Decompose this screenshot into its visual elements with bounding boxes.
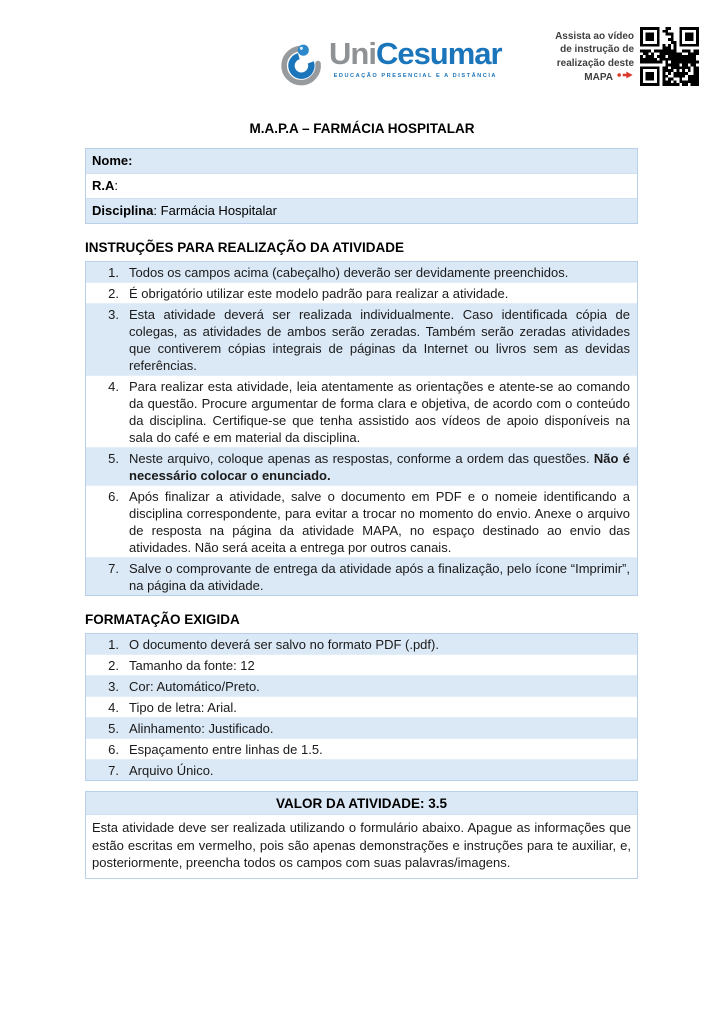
- item-number: 4.: [108, 699, 119, 715]
- student-row-ra: [86, 173, 637, 198]
- item-number: 6.: [108, 488, 119, 504]
- field-label-nome: Nome:: [92, 153, 133, 168]
- formatting-item-2: [86, 654, 637, 675]
- item-number: 6.: [108, 741, 119, 757]
- item-number: 2.: [108, 285, 119, 301]
- item-text-part: É obrigatório utilizar este modelo padrão para realizar a atividade.: [129, 285, 509, 301]
- student-row-nome: [86, 149, 637, 173]
- item-text: Alinhamento: Justificado.: [129, 720, 274, 736]
- item-text-part: Salve o comprovante de entrega da atividade após a finalização, pelo ícone “Imprimir”, na página da atividade.: [129, 560, 630, 593]
- item-text: [129, 306, 637, 374]
- brand-uni: Uni: [329, 36, 376, 71]
- formatting-table: [85, 633, 638, 781]
- item-number: 1.: [108, 264, 119, 280]
- item-text: [129, 378, 637, 446]
- item-text-part: Após finalizar a atividade, salve o documento em PDF e o nomeie identificando a disciplina correspondente, para evitar a trocar no momento do envio. Anexe o arquivo de resposta na página da atividade MAPA, no espaço destinado ao envio das atividades. Não será aceita a entrega por outros canais.: [129, 488, 630, 555]
- item-text-part: Todos os campos acima (cabeçalho) deverão ser devidamente preenchidos.: [129, 264, 569, 280]
- video-note-mapa-line: [516, 70, 634, 84]
- activity-value-body: Esta atividade deve ser realizada utilizando o formulário abaixo. Apague as informações que estão escritas em vermelho, pois são apenas demonstrações e instruções para te auxiliar, e, posteriormente, preencha todos os campos com suas palavras/imagens.: [86, 814, 637, 878]
- unicesumar-logo-icon: [278, 36, 324, 97]
- item-number: 3.: [108, 306, 119, 322]
- unicesumar-logo: [278, 36, 502, 97]
- formatting-item-7: [86, 759, 637, 780]
- item-text: Tipo de letra: Arial.: [129, 699, 237, 715]
- student-info-table: [85, 148, 638, 224]
- formatting-heading: FORMATAÇÃO EXIGIDA: [85, 612, 240, 627]
- field-label-ra: R.A: [92, 178, 115, 193]
- student-row-disciplina: [86, 198, 637, 223]
- brand-name: [329, 36, 502, 72]
- item-text: O documento deverá ser salvo no formato PDF (.pdf).: [129, 636, 439, 652]
- video-instruction-note: [516, 30, 634, 85]
- item-number: 1.: [108, 636, 119, 652]
- video-note-line: realização deste: [556, 57, 634, 69]
- field-value-disciplina: : Farmácia Hospitalar: [153, 203, 277, 218]
- item-number: 2.: [108, 657, 119, 673]
- item-number: 7.: [108, 560, 119, 576]
- item-text-part: Esta atividade deverá ser realizada individualmente. Caso identificada cópia de colegas, as atividades de ambos serão zeradas. Também serão zeradas atividades que contiverem cópias integrais de páginas da Internet ou livros sem as devidas referências.: [129, 306, 630, 373]
- unicesumar-logo-text: [329, 36, 502, 79]
- item-text: [129, 488, 637, 556]
- instructions-heading: INSTRUÇÕES PARA REALIZAÇÃO DA ATIVIDADE: [85, 240, 405, 255]
- instructions-table: [85, 261, 638, 596]
- item-text: [129, 560, 637, 594]
- item-text: [129, 450, 637, 484]
- item-number: 5.: [108, 720, 119, 736]
- formatting-item-5: [86, 717, 637, 738]
- instruction-item-1: [86, 262, 637, 282]
- video-note-line: Assista ao vídeo: [555, 31, 634, 42]
- item-text-part: Para realizar esta atividade, leia atentamente as orientações e atente-se ao comando da questão. Procure argumentar de forma clara e objetiva, de acordo com o conteúdo da disciplina. Certifique-se que tenha assistido aos vídeos de apoio disponíveis na sala do café e em material da disciplina.: [129, 378, 630, 445]
- qr-code: [640, 27, 699, 86]
- item-text: [129, 264, 637, 281]
- instruction-item-4: [86, 375, 637, 447]
- item-number: 4.: [108, 378, 119, 394]
- item-number: 7.: [108, 762, 119, 778]
- red-arrow-icon: [617, 70, 634, 84]
- brand-tagline: EDUCAÇÃO PRESENCIAL E A DISTÂNCIA: [333, 73, 498, 79]
- field-value-ra: :: [114, 178, 119, 193]
- item-text: [129, 285, 637, 302]
- item-number: 5.: [108, 450, 119, 466]
- item-number: 3.: [108, 678, 119, 694]
- page-title: M.A.P.A – FARMÁCIA HOSPITALAR: [249, 121, 475, 136]
- item-text-bold: Não é necessário colocar o enunciado.: [129, 450, 631, 483]
- instruction-item-6: [86, 485, 637, 557]
- activity-value-header: VALOR DA ATIVIDADE: 3.5: [86, 792, 637, 814]
- video-note-line: de instrução de: [560, 44, 634, 56]
- item-text-part: Neste arquivo, coloque apenas as respostas, conforme a ordem das questões.: [129, 450, 594, 466]
- item-text: Espaçamento entre linhas de 1.5.: [129, 741, 323, 757]
- instruction-item-5: [86, 447, 637, 485]
- brand-cesumar: Cesumar: [375, 36, 502, 71]
- formatting-item-1: [86, 634, 637, 654]
- formatting-item-4: [86, 696, 637, 717]
- instruction-item-2: [86, 282, 637, 303]
- item-text: Cor: Automático/Preto.: [129, 678, 260, 694]
- item-text: Arquivo Único.: [129, 762, 214, 778]
- activity-value-table: [85, 791, 638, 879]
- formatting-item-6: [86, 738, 637, 759]
- field-label-disciplina: Disciplina: [92, 203, 154, 218]
- item-text: Tamanho da fonte: 12: [129, 657, 255, 673]
- instruction-item-7: [86, 557, 637, 595]
- instruction-item-3: [86, 303, 637, 375]
- video-note-mapa-label: MAPA: [584, 71, 613, 83]
- formatting-item-3: [86, 675, 637, 696]
